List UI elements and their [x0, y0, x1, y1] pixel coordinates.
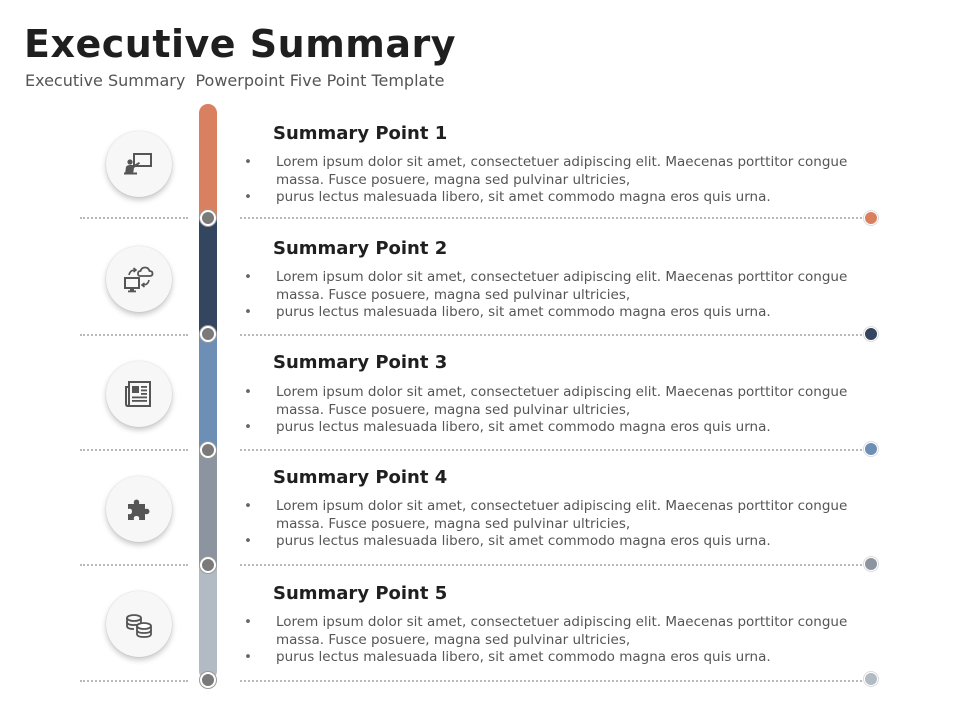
- point-1-title: Summary Point 1: [273, 123, 448, 144]
- timeline-node-1: [200, 210, 216, 226]
- point-2-bullets: [244, 269, 864, 322]
- timeline-segment-5: [199, 565, 217, 680]
- point-4-bullets: [244, 498, 864, 551]
- slide-title: Executive Summary: [24, 22, 457, 66]
- end-dot-1: [864, 211, 878, 225]
- timeline-node-4: [200, 557, 216, 573]
- timeline-node-3: [200, 442, 216, 458]
- divider-left: [80, 217, 188, 219]
- presentation-board-icon: [122, 147, 156, 181]
- point-2-title: Summary Point 2: [273, 238, 448, 259]
- timeline-node-2: [200, 326, 216, 342]
- point-4-title: Summary Point 4: [273, 467, 448, 488]
- divider-left: [80, 449, 188, 451]
- bullet-item: • Lorem ipsum dolor sit amet, consectetuer adipiscing elit. Maecenas porttitor congue massa. Fusce posuere, magna sed pulvinar ultricies,: [244, 498, 864, 533]
- divider-left: [80, 564, 188, 566]
- divider-right: [240, 334, 862, 336]
- cloud-computer-sync-icon: [122, 262, 156, 296]
- point-5-title: Summary Point 5: [273, 583, 448, 604]
- timeline-segment-4: [199, 450, 217, 565]
- bullet-item: • Lorem ipsum dolor sit amet, consectetuer adipiscing elit. Maecenas porttitor congue massa. Fusce posuere, magna sed pulvinar ultricies,: [244, 269, 864, 304]
- coins-stack-icon: [122, 607, 156, 641]
- end-dot-3: [864, 442, 878, 456]
- divider-left: [80, 680, 188, 682]
- bullet-item: • Lorem ipsum dolor sit amet, consectetuer adipiscing elit. Maecenas porttitor congue massa. Fusce posuere, magna sed pulvinar ultricies,: [244, 384, 864, 419]
- bullet-item: • purus lectus malesuada libero, sit amet commodo magna eros quis urna.: [244, 649, 864, 667]
- end-dot-2: [864, 327, 878, 341]
- bullet-item: • purus lectus malesuada libero, sit amet commodo magna eros quis urna.: [244, 304, 864, 322]
- timeline-segment-2: [199, 219, 217, 334]
- point-2-icon-circle: [106, 246, 172, 312]
- timeline-segment-1: [199, 104, 217, 219]
- point-5-bullets: [244, 614, 864, 667]
- point-3-bullets: [244, 384, 864, 437]
- divider-right: [240, 680, 862, 682]
- bullet-item: • purus lectus malesuada libero, sit amet commodo magna eros quis urna.: [244, 533, 864, 551]
- newspaper-icon: [122, 377, 156, 411]
- puzzle-piece-icon: [122, 492, 156, 526]
- divider-right: [240, 217, 862, 219]
- bullet-item: • Lorem ipsum dolor sit amet, consectetuer adipiscing elit. Maecenas porttitor congue massa. Fusce posuere, magna sed pulvinar ultricies,: [244, 154, 864, 189]
- bullet-item: • purus lectus malesuada libero, sit amet commodo magna eros quis urna.: [244, 189, 864, 207]
- bullet-item: • purus lectus malesuada libero, sit amet commodo magna eros quis urna.: [244, 419, 864, 437]
- bullet-item: • Lorem ipsum dolor sit amet, consectetuer adipiscing elit. Maecenas porttitor congue massa. Fusce posuere, magna sed pulvinar ultricies,: [244, 614, 864, 649]
- timeline-segment-3: [199, 334, 217, 450]
- timeline-node-5: [200, 672, 216, 688]
- point-3-title: Summary Point 3: [273, 352, 448, 373]
- divider-right: [240, 564, 862, 566]
- slide-subtitle: Executive Summary Powerpoint Five Point Template: [25, 71, 445, 90]
- point-5-icon-circle: [106, 591, 172, 657]
- end-dot-5: [864, 672, 878, 686]
- point-4-icon-circle: [106, 476, 172, 542]
- end-dot-4: [864, 557, 878, 571]
- point-1-bullets: [244, 154, 864, 207]
- point-3-icon-circle: [106, 361, 172, 427]
- point-1-icon-circle: [106, 131, 172, 197]
- divider-left: [80, 334, 188, 336]
- divider-right: [240, 449, 862, 451]
